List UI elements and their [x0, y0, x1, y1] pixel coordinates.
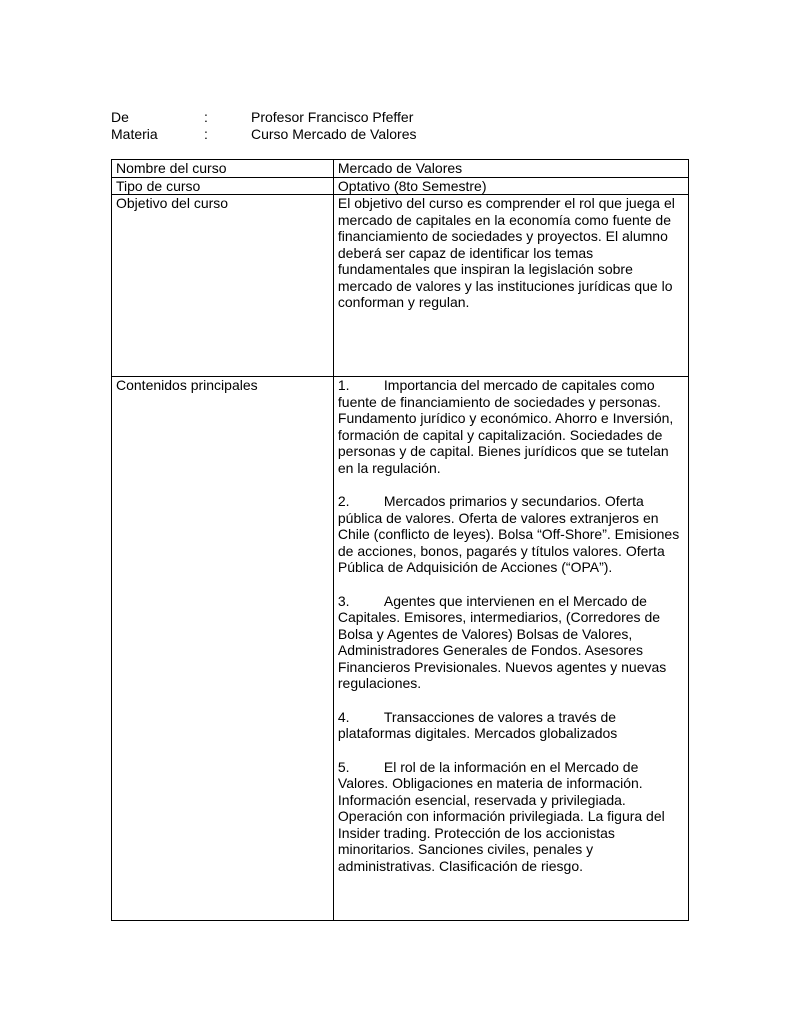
- content-item-4: [338, 709, 684, 742]
- table-row-objective: [112, 195, 689, 377]
- content-item-text: Importancia del mercado de capitales como fuente de financiamiento de sociedades y personas. Fundamento jurídico y económico. Ahorro e Inversión, formación de capital y capitalización. Sociedades de personas y de capital. Bienes jurídicos que se tutelan en la regulación.: [337, 377, 674, 476]
- content-item-number: 2.: [337, 493, 350, 509]
- content-item-5: [338, 759, 684, 875]
- course-name-value: Mercado de Valores: [333, 160, 688, 178]
- content-item-number: 4.: [337, 708, 350, 725]
- content-item-2: [338, 493, 684, 576]
- from-line: [111, 109, 416, 126]
- from-label: De: [111, 109, 129, 125]
- course-name-label: Nombre del curso: [112, 160, 334, 178]
- content-item-text: Mercados primarios y secundarios. Oferta pública de valores. Oferta de valores extranjeros en Chile (conflicto de leyes). Bolsa “Off-Shore”. Emisiones de acciones, bonos, pagarés y títulos valores. Oferta Pública de Adquisición de Acciones (“OPA”).: [337, 493, 680, 575]
- course-table: [111, 159, 689, 921]
- table-row-course-name: [112, 160, 689, 178]
- objective-value: El objetivo del curso es comprender el rol que juega el mercado de capitales en la economía como fuente de financiamiento de sociedades y proyectos. El alumno deberá ser capaz de identificar los temas fundamentales que inspiran la legislación sobre mercado de valores y las instituciones jurídicas que lo conforman y regulan.: [333, 195, 688, 377]
- content-item-3: [338, 593, 684, 692]
- table-row-course-type: [112, 177, 689, 195]
- contents-list: [333, 377, 688, 921]
- from-value: Profesor Francisco Pfeffer: [251, 109, 414, 125]
- subject-label: Materia: [111, 126, 158, 142]
- content-item-1: [338, 377, 684, 476]
- contents-label: Contenidos principales: [112, 377, 334, 921]
- content-item-number: 5.: [337, 758, 350, 775]
- subject-line: [111, 126, 416, 143]
- subject-value: Curso Mercado de Valores: [251, 126, 417, 142]
- course-type-value: Optativo (8to Semestre): [333, 177, 688, 195]
- content-item-text: Agentes que intervienen en el Mercado de Capitales. Emisores, intermediarios, (Corredores de Bolsa y Agentes de Valores) Bolsas de Valores, Administradores Generales de Fondos. Asesores Financieros Previsionales. Nuevos agentes y nuevas regulaciones.: [337, 592, 667, 691]
- table-row-contents: [112, 377, 689, 921]
- memo-header: [111, 109, 416, 143]
- objective-label: Objetivo del curso: [112, 195, 334, 377]
- content-item-text: Transacciones de valores a través de plataformas digitales. Mercados globalizados: [337, 708, 618, 741]
- content-item-number: 1.: [337, 377, 350, 393]
- content-item-number: 3.: [337, 592, 350, 609]
- course-type-label: Tipo de curso: [112, 177, 334, 195]
- subject-separator: :: [204, 126, 208, 142]
- content-item-text: El rol de la información en el Mercado de Valores. Obligaciones en materia de información. Información esencial, reservada y privilegiada. Operación con información privilegiada. La figura del Insider trading. Protección de los accionistas minoritarios. Sanciones civiles, penales y administrativas. Clasificación de riesgo.: [337, 758, 665, 874]
- from-separator: :: [204, 109, 208, 125]
